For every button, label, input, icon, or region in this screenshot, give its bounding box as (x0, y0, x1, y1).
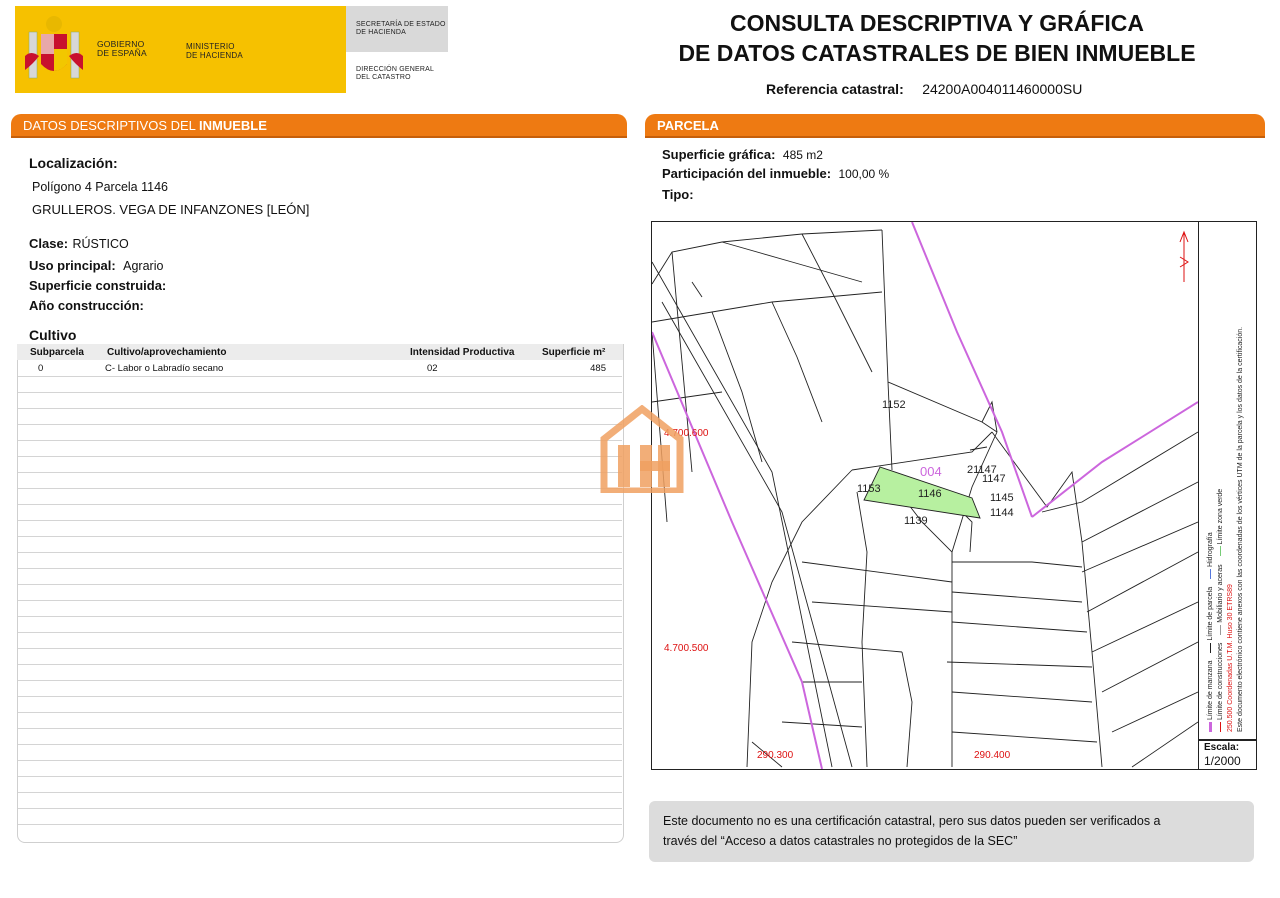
map-coord-x1: 290.300 (757, 750, 794, 761)
table-rule-line (18, 488, 622, 489)
map-coord-y1: 4.700.600 (664, 428, 709, 439)
th-cultivo: Cultivo/aprovechamiento (107, 347, 227, 358)
legend-parcela: Límite de parcela (1207, 586, 1214, 641)
parcel-map[interactable] (651, 221, 1199, 770)
th-intensidad: Intensidad Productiva (410, 347, 515, 358)
participacion-value: 100,00 % (838, 167, 890, 181)
table-rule-line (18, 664, 622, 665)
legend-row-2 (1216, 232, 1226, 732)
table-rule-line (18, 440, 622, 441)
clase-label: Clase: (29, 236, 69, 251)
notice-line2: través del “Acceso a datos catastrales no protegidos de la SEC” (663, 834, 1018, 848)
table-rule-line (18, 728, 622, 729)
table-rule-line (18, 584, 622, 585)
table-rule-line (18, 824, 622, 825)
superficie-grafica-value: 485 m2 (782, 148, 823, 162)
map-label-21147: 21147 (967, 464, 997, 476)
cell-superficie: 485 (590, 363, 606, 374)
referencia-value: 24200A004011460000SU (922, 81, 1083, 97)
map-label-1144: 1144 (990, 507, 1014, 519)
ministerio-logo-block (170, 6, 346, 93)
table-rule-line (18, 408, 622, 409)
ministerio-text (186, 42, 243, 60)
table-rule-line (18, 648, 622, 649)
legend-construcciones: Límite de construcciones (1217, 642, 1224, 721)
uso-label: Uso principal: (29, 258, 116, 273)
map-coord-y2: 4.700.500 (664, 643, 709, 654)
cultivo-table (17, 344, 624, 843)
legend-zona-verde: Límite zona verde (1217, 488, 1224, 545)
table-rule-line (18, 712, 622, 713)
localizacion-label: Localización: (29, 155, 118, 171)
direccion-line2: DEL CATASTRO (356, 74, 411, 81)
table-rule-line (18, 536, 622, 537)
cadastral-map (652, 222, 1198, 769)
legend-note: Este documento electrónico contiene anexos con las coordenadas de los vértices UTM de la parcela y los datos de la certificación. (1237, 326, 1244, 732)
direccion-line1: DIRECCIÓN GENERAL (356, 66, 435, 73)
superficie-grafica-row (662, 146, 823, 164)
table-rule-line (18, 472, 622, 473)
page-title (640, 10, 1234, 67)
datos-descriptivos-header (11, 114, 627, 136)
participacion-row (662, 165, 889, 183)
localizacion-line1: Polígono 4 Parcela 1146 (32, 180, 168, 194)
legend-manzana: Límite de manzana (1207, 660, 1214, 721)
gobierno-line2: DE ESPAÑA (97, 48, 147, 58)
direccion-text (356, 66, 434, 82)
map-label-1153: 1153 (857, 483, 881, 495)
secretaria-text (356, 21, 446, 37)
secretaria-block (346, 6, 448, 52)
map-label-1139: 1139 (904, 515, 928, 527)
coat-of-arms-icon (23, 12, 85, 88)
uso-row (29, 257, 163, 275)
map-label-1147: 1147 (982, 473, 1006, 485)
datos-title-b: INMUEBLE (199, 118, 267, 133)
tipo-label: Tipo: (662, 187, 694, 202)
notice-text (649, 801, 1254, 861)
referencia-label: Referencia catastral: (766, 81, 904, 97)
scale-value: 1/2000 (1204, 754, 1241, 768)
cultivo-title: Cultivo (29, 327, 77, 343)
table-rule-line (18, 552, 622, 553)
gobierno-text (97, 40, 147, 58)
ministerio-line2: DE HACIENDA (186, 51, 243, 60)
map-label-004: 004 (920, 464, 942, 479)
th-superficie: Superficie m² (542, 347, 606, 358)
north-arrow-icon (1180, 232, 1188, 282)
table-rule-line (18, 520, 622, 521)
scale-label: Escala: (1204, 742, 1240, 753)
table-rule-line (18, 792, 622, 793)
cell-subparcela: 0 (38, 363, 44, 374)
superficie-grafica-label: Superficie gráfica: (662, 147, 776, 162)
map-label-1146: 1146 (918, 488, 942, 500)
table-rule-line (18, 680, 622, 681)
map-label-1152: 1152 (882, 399, 906, 411)
table-rule-line (18, 568, 622, 569)
clase-value: RÚSTICO (72, 237, 129, 251)
table-rule-line (18, 760, 622, 761)
title-line2: DE DATOS CATASTRALES DE BIEN INMUEBLE (678, 40, 1196, 66)
table-rule-line (18, 376, 622, 377)
table-rule-line (18, 808, 622, 809)
map-coord-x2: 290.400 (974, 750, 1011, 761)
table-rule-line (18, 744, 622, 745)
cell-intensidad: 02 (427, 363, 438, 374)
map-label-1145: 1145 (990, 492, 1014, 504)
table-rule-line (18, 424, 622, 425)
localizacion-line2: GRULLEROS. VEGA DE INFANZONES [LEÓN] (32, 202, 310, 217)
verification-notice (649, 801, 1254, 862)
secretaria-line1: SECRETARÍA DE ESTADO (356, 21, 446, 28)
watermark-logo-icon (600, 405, 684, 493)
cell-cultivo: C- Labor o Labradío secano (105, 363, 224, 374)
table-rule-line (18, 696, 622, 697)
ministerio-line1: MINISTERIO (186, 42, 235, 51)
map-scale (1198, 739, 1257, 770)
table-rule-line (18, 504, 622, 505)
clase-row (29, 235, 129, 253)
gobierno-line1: GOBIERNO (97, 39, 145, 49)
table-rule-line (18, 616, 622, 617)
anio-construccion-label: Año construcción: (29, 298, 144, 313)
secretaria-line2: DE HACIENDA (356, 29, 407, 36)
legend-mobiliario: Mobiliario y aceras (1217, 564, 1224, 623)
gobierno-logo-block (15, 6, 170, 93)
map-legend (1198, 221, 1257, 741)
superficie-construida-label: Superficie construida: (29, 278, 167, 293)
legend-row-1 (1206, 232, 1216, 732)
participacion-label: Participación del inmueble: (662, 166, 832, 181)
table-rule-line (18, 392, 622, 393)
legend-coords: 250.500 Coordenadas U.T.M. Huso 30 ETRS89 (1227, 584, 1234, 732)
uso-value: Agrario (123, 259, 164, 273)
table-rule-line (18, 600, 622, 601)
table-rule-line (18, 632, 622, 633)
parcela-title: PARCELA (657, 118, 719, 133)
th-subparcela: Subparcela (30, 347, 84, 358)
notice-line1: Este documento no es una certificación catastral, pero sus datos pueden ser verificados a (663, 814, 1161, 828)
table-rule-line (18, 776, 622, 777)
table-rule-line (18, 456, 622, 457)
referencia-catastral (766, 81, 1082, 99)
cultivo-table-header (17, 344, 623, 360)
datos-title-a: DATOS DESCRIPTIVOS DEL (23, 118, 200, 133)
title-line1: CONSULTA DESCRIPTIVA Y GRÁFICA (729, 10, 1145, 36)
parcela-header (645, 114, 1265, 136)
table-row (17, 363, 622, 375)
legend-hidrografia: Hidrografía (1207, 532, 1214, 567)
